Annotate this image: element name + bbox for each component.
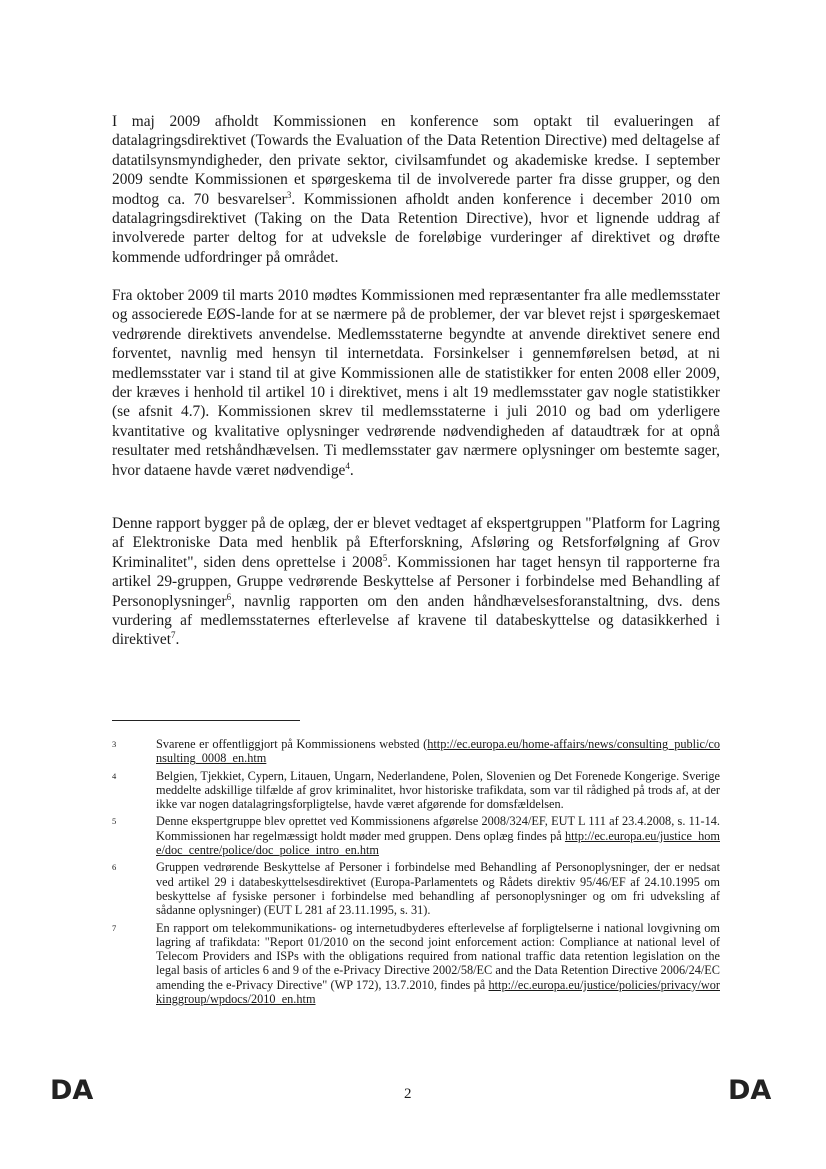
paragraph-3-text-cont: . Kommissionen har taget hensyn til rapporterne fra artikel 29-gruppen, Gruppe vedrørende Beskyttelse af Personer i forbindelse med Behandling af Personoplysninger bbox=[112, 553, 720, 610]
footnote-number: 4 bbox=[112, 770, 117, 781]
paragraph-3-text-cont2: , navnlig rapporten om den anden håndhævelsesforanstaltning, dvs. dens vurdering af medlemsstaternes efterlevelse af kravene til databeskyttelse og datasikkerhed i direktivet bbox=[112, 592, 720, 649]
paragraph-2-text-cont: . bbox=[349, 461, 354, 479]
footnote-link[interactable]: http://ec.europa.eu/home-affairs/news/consulting_public/consulting_0008_en.htm bbox=[156, 737, 720, 766]
language-code-left: DA bbox=[50, 1075, 94, 1106]
footnote-4 bbox=[112, 769, 720, 812]
paragraph-3-text: Denne rapport bygger på de oplæg, der er blevet vedtaget af ekspertgruppen "Platform for Lagring af Elektroniske Data med henblik på Efterforskning, Afsløring og Retsforfølgning af Grov Kriminalitet", siden dens oprettelse i 2008 bbox=[112, 515, 720, 571]
footnote-5 bbox=[112, 814, 720, 857]
paragraph-2 bbox=[112, 286, 720, 480]
footnote-ref-7[interactable]: 7 bbox=[170, 630, 176, 641]
footnote-number: 7 bbox=[112, 922, 117, 933]
language-code-right: DA bbox=[728, 1075, 772, 1106]
paragraph-1-text: I maj 2009 afholdt Kommissionen en konference som optakt til evalueringen af datalagringsdirektivet (Towards the Evaluation of the Data Retention Directive) med deltagelse af datatilsynsmyndigheder, den private sektor, civilsamfundet og akademiske kredse. I september 2009 sendte Kommissionen et spørgeskema til de involverede parter fra disse grupper, og den modtog ca. 70 besvarelser bbox=[112, 113, 720, 208]
footnotes bbox=[112, 737, 720, 1009]
page-number: 2 bbox=[404, 1086, 412, 1102]
footnote-number: 6 bbox=[112, 862, 117, 873]
footnote-link[interactable]: http://ec.europa.eu/justice_home/doc_centre/police/doc_police_intro_en.htm bbox=[156, 828, 720, 858]
footnote-separator bbox=[112, 720, 300, 721]
footnote-number: 3 bbox=[112, 739, 117, 749]
footnote-text: Belgien, Tjekkiet, Cypern, Litauen, Ungarn, Nederlandene, Polen, Slovenien og Det Forenede Kongerige. Sverige meddelte adskillige tilfælde af grov kriminalitet, hvor historiske trafikdata, som var til rådighed på trods af, at der ikke var nogen datalagringsforpligtelse, havde været afgørende for domsfældelsen. bbox=[156, 768, 720, 812]
footnote-number: 5 bbox=[112, 816, 117, 827]
paragraph-3-text-end: . bbox=[175, 631, 180, 649]
footnote-7 bbox=[112, 921, 720, 1007]
footnote-6 bbox=[112, 860, 720, 917]
paragraph-1 bbox=[112, 112, 720, 267]
paragraph-1-text-cont: . Kommissionen afholdt anden konference i december 2010 om datalagringsdirektivet (Taking on the Data Retention Directive), hvor et lignende uddrag af involverede parter deltog for at udveksle de foreløbige vurderinger af direktivet og drøfte kommende udfordringer på området. bbox=[112, 190, 720, 266]
paragraph-3 bbox=[112, 514, 720, 650]
footnote-text: Denne ekspertgruppe blev oprettet ved Kommissionens afgørelse 2008/324/EF, EUT L 111 af 23.4.2008, s. 11-14. Kommissionen har regelmæssigt holdt møder med gruppen. Dens oplæg findes på bbox=[156, 814, 720, 843]
footnote-ref-3[interactable]: 3 bbox=[286, 189, 292, 200]
footnote-3 bbox=[112, 737, 720, 766]
footnote-text: En rapport om telekommunikations- og internetudbyderes efterlevelse af forpligtelserne i national lovgivning om lagring af trafikdata: "Report 01/2010 on the second joint enforcement action: Compliance at national level of Telecom Providers and ISPs with the obligations required from national traffic data retention legislation on the legal basis of articles 6 and 9 of the e-Privacy Directive 2002/58/EC and the Data Retention Directive 2006/24/EC amending the e-Privacy Directive" (WP 172), 13.7.2010, findes på bbox=[156, 920, 720, 992]
paragraph-2-text: Fra oktober 2009 til marts 2010 mødtes Kommissionen med repræsentanter fra alle medlemsstater og associerede EØS-lande for at se nærmere på de problemer, der var blevet rejst i spørgeskemaet vedrørende direktivets anvendelse. Medlemsstaterne begyndte at anvende direktivet senere end forventet, navnlig med hensyn til internetdata. Forsinkelser i gennemførelsen betød, at ni medlemsstater var i stand til at give Kommissionen alle de statistikker for enten 2008 eller 2009, der kræves i henhold til artikel 10 i direktivet, mens i alt 19 medlemsstater gav nogle statistikker (se afsnit 4.7). Kommissionen skrev til medlemsstaterne i juli 2010 og bad om yderligere kvantitative og kvalitative oplysninger vedrørende nødvendigheden af dataudtræk for at opnå resultater med retshåndhævelsen. Ti medlemsstater gav nærmere oplysninger om bestemte sager, hvor dataene havde været nødvendige bbox=[112, 287, 720, 479]
footnote-ref-4[interactable]: 4 bbox=[345, 460, 350, 471]
footnote-text: Svarene er offentliggjort på Kommissionens websted ( bbox=[156, 737, 428, 751]
footnote-ref-5[interactable]: 5 bbox=[382, 552, 388, 563]
footnote-ref-6[interactable]: 6 bbox=[226, 591, 232, 602]
footnote-link[interactable]: http://ec.europa.eu/justice/policies/privacy/workinggroup/wpdocs/2010_en.htm bbox=[156, 977, 720, 1007]
footnote-text: Gruppen vedrørende Beskyttelse af Personer i forbindelse med Behandling af Personoplysninger, der er nedsat ved artikel 29 i databeskyttelsesdirektivet (Europa-Parlamentets og Rådets direktiv 95/46/EF af 24.10.1995 om beskyttelse af fysiske personer i forbindelse med behandling af personoplysninger og om fri udveksling af sådanne oplysninger) (EUT L 281 af 23.11.1995, s. 31). bbox=[156, 860, 720, 918]
